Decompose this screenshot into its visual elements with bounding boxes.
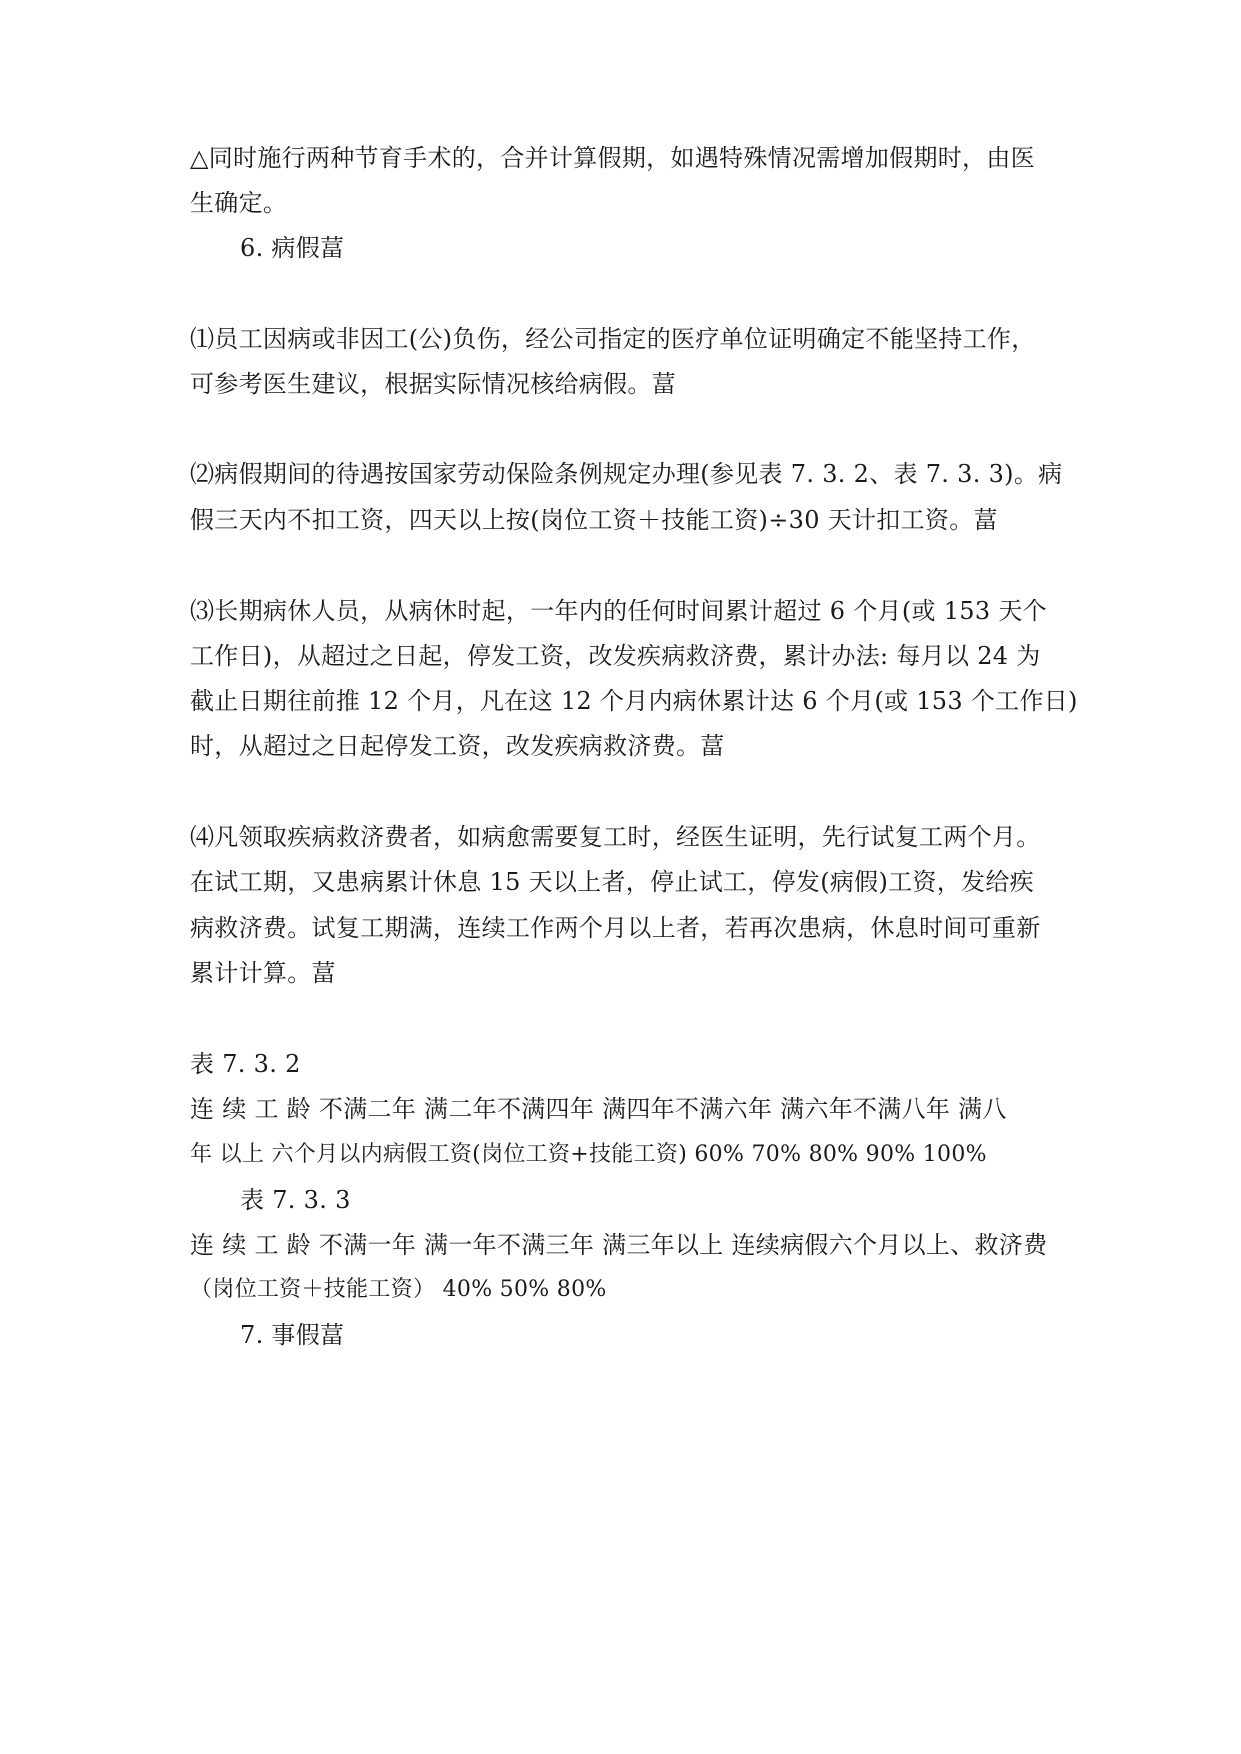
text-line-12: ⑷凡领取疾病救济费者，如病愈需要复工时，经医生证明，先行试复工两个月。 [190,823,1041,851]
text-line-10: 截止日期往前推 12 个月，凡在这 12 个月内病休累计达 6 个月(或 153 个工作日) [190,687,1078,715]
section-heading-sick-leave: 6. 病假葍 [240,234,345,262]
text-line-6: ⑵病假期间的待遇按国家劳动保险条例规定办理(参见表 7. 3. 2、表 7. 3. 3)。病 [190,460,1063,488]
text-line-2: 生确定。 [190,189,288,217]
table-7-3-3-row-1: 连 续 工 龄 不满一年 满一年不满三年 满三年以上 连续病假六个月以上、救济费 [190,1231,1048,1259]
text-line-4: ⑴员工因病或非因工(公)负伤，经公司指定的医疗单位证明确定不能坚持工作， [190,325,1036,353]
text-line-9: 工作日)，从超过之日起，停发工资，改发疾病救济费，累计办法: 每月以 24 为 [190,642,1041,670]
table-title-7-3-2: 表 7. 3. 2 [190,1050,301,1078]
text-line-13: 在试工期，又患病累计休息 15 天以上者，停止试工，停发(病假)工资，发给疾 [190,868,1034,896]
text-line-5: 可参考医生建议，根据实际情况核给病假。葍 [190,370,676,398]
text-line-11: 时，从超过之日起停发工资，改发疾病救济费。葍 [190,732,725,760]
table-title-7-3-3: 表 7. 3. 3 [240,1186,351,1214]
table-7-3-3-row-2: （岗位工资＋技能工资） 40% 50% 80% [190,1277,607,1302]
text-line-14: 病救济费。试复工期满，连续工作两个月以上者，若再次患病，休息时间可重新 [190,914,1041,942]
text-line-8: ⑶长期病休人员，从病休时起，一年内的任何时间累计超过 6 个月(或 153 天个 [190,597,1047,625]
table-7-3-2-row-2: 年 以上 六个月以内病假工资(岗位工资+技能工资) 60% 70% 80% 90% 100% [190,1142,987,1167]
text-line-1: △同时施行两种节育手术的，合并计算假期，如遇特殊情况需增加假期时，由医 [190,144,1035,172]
table-7-3-2-row-1: 连 续 工 龄 不满二年 满二年不满四年 满四年不满六年 满六年不满八年 满八 [190,1095,1007,1123]
section-heading-personal-leave: 7. 事假葍 [240,1321,345,1349]
text-line-15: 累计计算。葍 [190,959,336,987]
text-line-7: 假三天内不扣工资，四天以上按(岗位工资＋技能工资)÷30 天计扣工资。葍 [190,506,998,534]
